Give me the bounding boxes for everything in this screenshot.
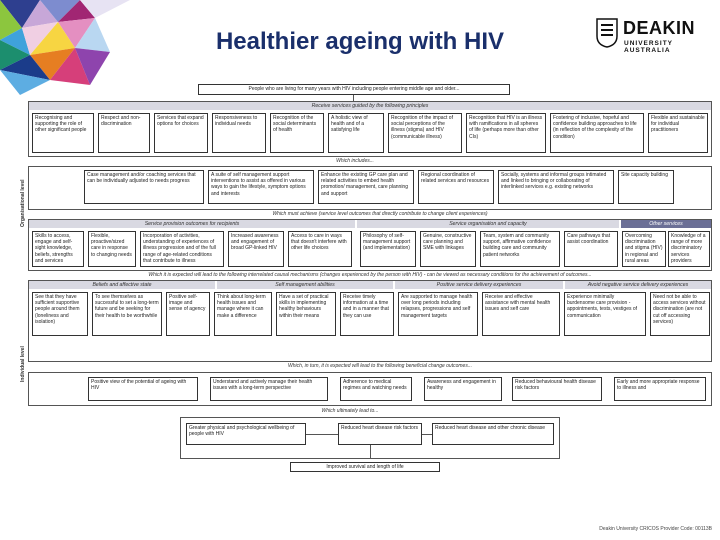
service-box: A suite of self management support interventions to assist as offered in various ways to gain the lifestyle, symptom options and interests (208, 170, 314, 204)
mechanism-box: Experience minimally burdensome care provision - appointments, tests, vestiges of communication (564, 292, 646, 336)
group-self-management: Self management abilities (217, 281, 393, 289)
mechanism-box: Think about long-term health issues and manage where it can make a difference (214, 292, 272, 336)
outcome-box: Care pathways that assist coordination (564, 231, 618, 267)
principle-box: Respect and non-discrimination (98, 113, 150, 153)
mechanism-box: Need not be able to access services without discrimination (are not cut off accessing services) (650, 292, 710, 336)
beneficial-box: Early and more appropriate response to illness and (614, 377, 706, 401)
group-positive-delivery: Positive service delivery experiences (395, 281, 563, 289)
principle-box: Responsiveness to individual needs (212, 113, 266, 153)
principle-box: Services that expand options for choices (154, 113, 208, 153)
principle-box: Recognising and supporting the role of other significant people (32, 113, 94, 153)
mosaic-logo-graphic (0, 0, 150, 95)
mechanism-box: Receive and effective assistance with mental health issues and self care (482, 292, 560, 336)
beneficial-box: Understand and actively manage their health issues with a long-term perspective (210, 377, 328, 401)
outcome-box: Flexible, proactive/sized care in response to changing needs (88, 231, 136, 267)
ultimate-box: Reduced heart disease and other chronic disease (432, 423, 554, 445)
outcome-box: Increased awareness and engagement of broad GP-linked HIV (228, 231, 284, 267)
group-beliefs: Beliefs and affective state (29, 281, 215, 289)
principle-box: A holistic view of health and of a satisfying life (328, 113, 384, 153)
outcomes-statement: Which must achieve (service level outcomes that directly contribute to change client experiences) (272, 211, 488, 217)
outcome-box: Access to care in ways that doesn't interfere with other life choices (288, 231, 352, 267)
group-service-organisation: Service organisation and capacity (357, 220, 619, 228)
which-includes-label: Which includes... (336, 158, 374, 164)
ultimately-statement: Which ultimately lead to... (321, 408, 379, 414)
mechanism-box: Are supported to manage health over long periods including relapses, progressions and self management targets (398, 292, 478, 336)
mechanism-box: Have a set of practical skills in implementing healthy behaviours within their means (276, 292, 336, 336)
principle-box: Fostering of inclusive, hopeful and confidence building approaches to life (in reflection of the complexity of the condition) (550, 113, 644, 153)
principle-box: Flexible and sustainable for individual practitioners (648, 113, 708, 153)
mechanism-box: Positive self-image and sense of agency (166, 292, 210, 336)
mechanism-box: See that they have sufficient supportive people around them (loneliness and isolation) (32, 292, 88, 336)
service-box: Case management and/or coaching services that can be individually adjusted to needs progress (84, 170, 204, 204)
ultimate-box: Reduced heart disease risk factors (338, 423, 422, 445)
beneficial-box: Reduced behavioural health disease risk factors (512, 377, 602, 401)
beneficial-statement: Which, in turn, it is expected will lead to the following beneficial change outcomes... (288, 363, 472, 369)
service-box: Regional coordination of related services and resources (418, 170, 494, 204)
outcome-box: Philosophy of self-management support (and implementation) (360, 231, 416, 267)
outcome-box: Incorporation of activities, understanding of experiences of illness progression and of the full range of age-related conditions that contribute to illness (140, 231, 224, 267)
logo-subtitle: UNIVERSITY AUSTRALIA (624, 40, 673, 54)
mechanisms-statement: Which it is expected will lead to the following interrelated causal mechanisms (changes experienced by the person with HIV) - can be viewed as necessary conditions for the achievement of outcomes... (148, 272, 592, 278)
organisational-level-label: Organisational level (20, 179, 26, 227)
outcome-box: Knowledge of a range of more discriminatory services providers (668, 231, 710, 267)
beneficial-box: Adherence to medical regimes and watching needs (340, 377, 412, 401)
logo-name: DEAKIN (623, 18, 696, 38)
mechanism-box: To see themselves as successful to set a long-term future and be seeking for their health to be worthwhile (92, 292, 162, 336)
program-logic-diagram (20, 82, 716, 486)
top-statement: People who are living for many years with HIV including people entering middle age and older... (198, 84, 510, 95)
principle-box: Recognition that HIV is an illness with ramifications in all spheres of life (perhaps more than other CIs) (466, 113, 546, 153)
individual-level-label: Individual level (20, 346, 26, 382)
beneficial-box: Awareness and engagement in healthy (424, 377, 502, 401)
outcome-box: Skills to access, engage and self-sight knowledge, beliefs, strengths and services (32, 231, 84, 267)
deakin-logo (596, 16, 716, 56)
final-outcome: Improved survival and length of life (290, 462, 440, 472)
principle-box: Recognition of the impact of social perceptions of the illness (stigma) and HIV (communicable illness) (388, 113, 462, 153)
shield-icon (596, 18, 618, 48)
beneficial-box: Positive view of the potential of ageing with HIV (88, 377, 198, 401)
service-box: Site capacity building (618, 170, 674, 204)
outcome-box: Overcoming discrimination and stigma (HIV) in regional and rural areas (622, 231, 666, 267)
group-avoid-negative: Avoid negative service delivery experiences (565, 281, 711, 289)
outcome-box: Genuine, constructive care planning and SME with linkages (420, 231, 476, 267)
principle-box: Recognition of the social determinants of health (270, 113, 324, 153)
principles-heading: Receive services guided by the following principles (29, 102, 711, 110)
footer-cricos: Deakin University CRICOS Provider Code: 00113B (599, 526, 712, 532)
service-box: Enhance the existing GP care plan and related activities to embed health promotion/ management, care planning and support (318, 170, 414, 204)
outcome-box: Team, system and community support, affirmative confidence building care and community patient networks (480, 231, 560, 267)
mechanism-box: Receive timely information at a time and in a manner that they can use (340, 292, 394, 336)
group-service-provision: Service provision outcomes for recipients (29, 220, 355, 228)
ultimate-box: Greater physical and psychological wellbeing of people with HIV (186, 423, 306, 445)
page-title: Healthier ageing with HIV (215, 28, 505, 55)
service-box: Socially, systems and informal groups intimated and linked to bringing or collaborating of interlinked services e.g. existing networks (498, 170, 614, 204)
group-other-services: Other services (621, 220, 711, 228)
